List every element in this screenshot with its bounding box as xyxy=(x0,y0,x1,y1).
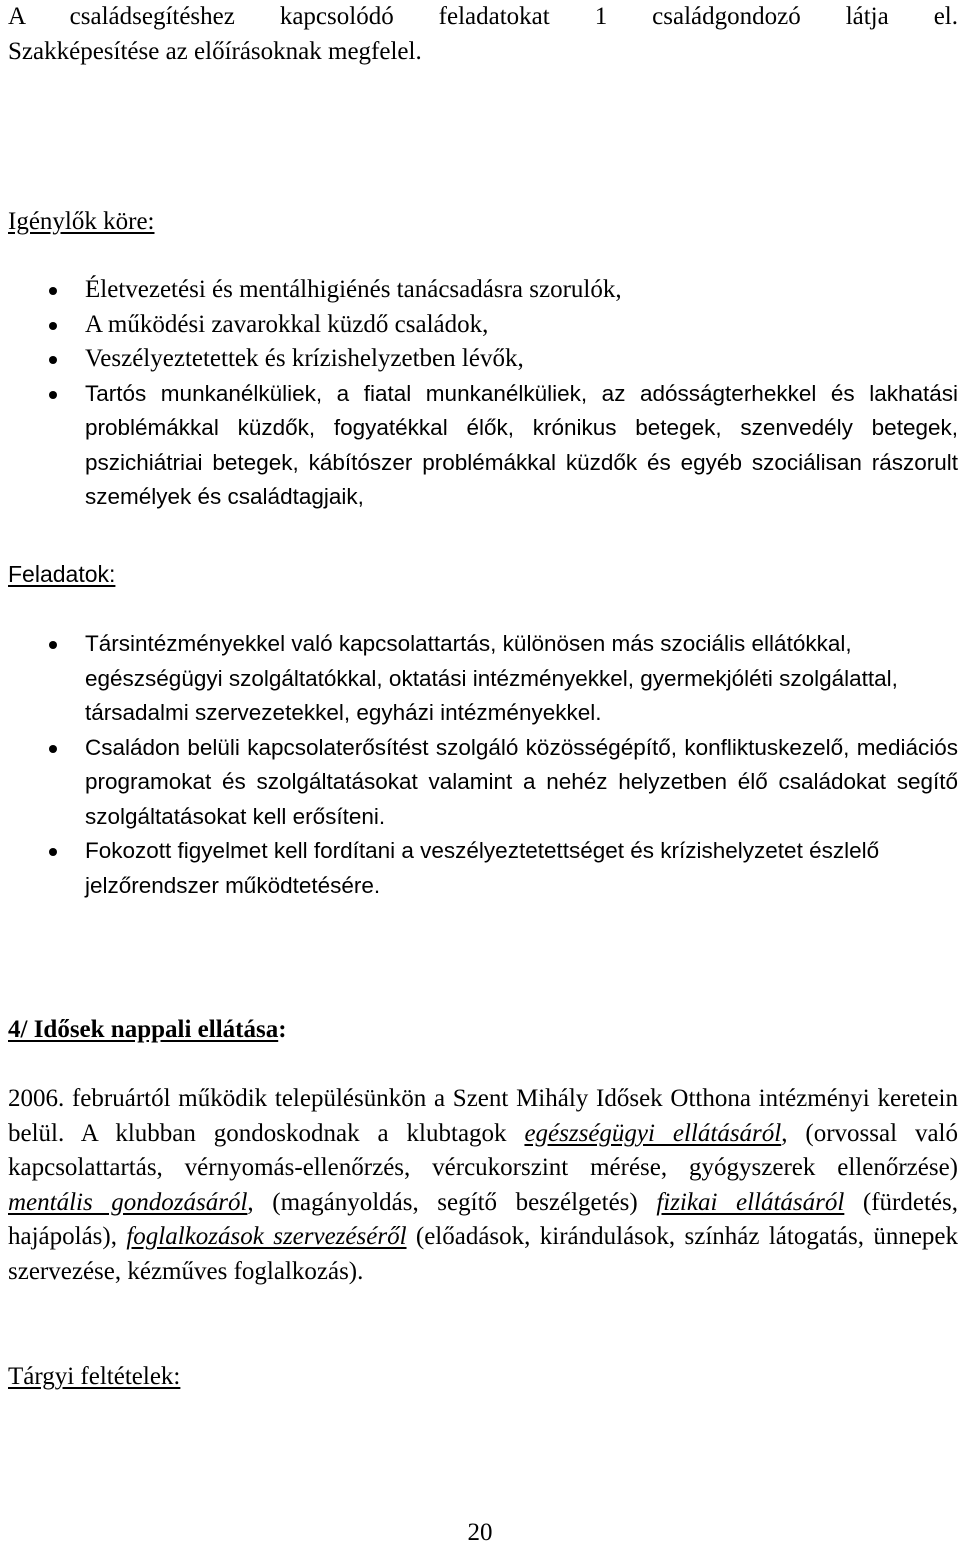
targyi-heading-text: Tárgyi feltételek: xyxy=(8,1363,181,1390)
section4-heading: 4/ Idősek nappali ellátása: xyxy=(8,1016,287,1043)
link-foglalkozasok-szervezese: foglalkozások szervezéséről xyxy=(126,1223,407,1250)
list-item: Tartós munkanélküliek, a fiatal munkanélküliek, az adósságterhekkel és lakhatási problémákkal küzdők, fogyatékkal élők, krónikus betegek, szenvedély betegek, pszichiátriai betegek, kábítószer problémákkal küzdők és egyéb szociálisan rászorult személyek és családtagjaik, xyxy=(8,377,958,515)
bullet-icon xyxy=(49,848,57,856)
link-egeszsegugyi-ellatas: egészségügyi ellátásáról xyxy=(524,1119,782,1147)
section4-heading-text: 4/ Idősek nappali ellátása xyxy=(8,1016,279,1043)
link-fizikai-ellatas: fizikai ellátásáról xyxy=(656,1188,845,1216)
feladatok-list xyxy=(8,627,958,903)
list-item: Családon belüli kapcsolaterősítést szolgáló közösségépítő, konfliktuskezelő, mediációs programokat és szolgáltatásokat valamint a nehéz helyzetben élő családokat segítő szolgáltatásokat kell erősíteni. xyxy=(8,731,958,835)
intro-line-2: Szakképesítése az előírásoknak megfelel. xyxy=(8,37,422,65)
page-number: 20 xyxy=(467,1519,493,1546)
list-item: Fokozott figyelmet kell fordítani a veszélyeztetettséget és krízishelyzetet észlelő jelzőrendszer működtetésére. xyxy=(8,834,958,903)
bullet-icon xyxy=(49,641,57,649)
bullet-icon xyxy=(49,287,57,295)
intro-line-1: A családsegítéshez kapcsolódó feladatokat 1 családgondozó látja el. xyxy=(8,3,958,30)
igenylok-heading xyxy=(8,205,958,240)
section4-paragraph: 2006. februártól működik településünkön a Szent Mihály Idősek Otthona intézményi keretein belül. A klubban gondoskodnak a klubtagok egészségügyi ellátásáról, (orvossal való kapcsolattartás, vérnyomás-ellenőrzés, vércukorszint mérése, gyógyszerek ellenőrzése) mentális gondozásáról, (magányoldás, segítő beszélgetés) fizikai ellátásáról (fürdetés, hajápolás), foglalkozások szervezéséről (előadások, kirándulások, színház látogatás, ünnepek szervezése, kézműves foglalkozás). xyxy=(8,1085,959,1285)
intro-paragraph xyxy=(8,0,958,69)
link-mentalis-gondozas: mentális gondozásáról xyxy=(8,1188,248,1216)
list-item: Társintézményekkel való kapcsolattartás, különösen más szociális ellátókkal, egészségügyi szolgáltatókkal, oktatási intézményekkel, gyermekjóléti szolgálattal, társadalmi szervezetekkel, egyházi intézményekkel. xyxy=(8,627,958,731)
list-item: A működési zavarokkal küzdő családok, xyxy=(8,308,958,343)
igenylok-heading-text: Igénylők köre: xyxy=(8,208,155,235)
igenylok-list xyxy=(8,273,958,515)
list-item: Veszélyeztetettek és krízishelyzetben lévők, xyxy=(8,342,958,377)
feladatok-heading xyxy=(8,557,958,592)
feladatok-heading-text: Feladatok: xyxy=(8,561,116,587)
bullet-icon xyxy=(49,356,57,364)
bullet-icon xyxy=(49,391,57,399)
list-item: Életvezetési és mentálhigiénés tanácsadásra szorulók, xyxy=(8,273,958,308)
bullet-icon xyxy=(49,745,57,753)
bullet-icon xyxy=(49,322,57,330)
targyi-heading xyxy=(8,1360,958,1395)
